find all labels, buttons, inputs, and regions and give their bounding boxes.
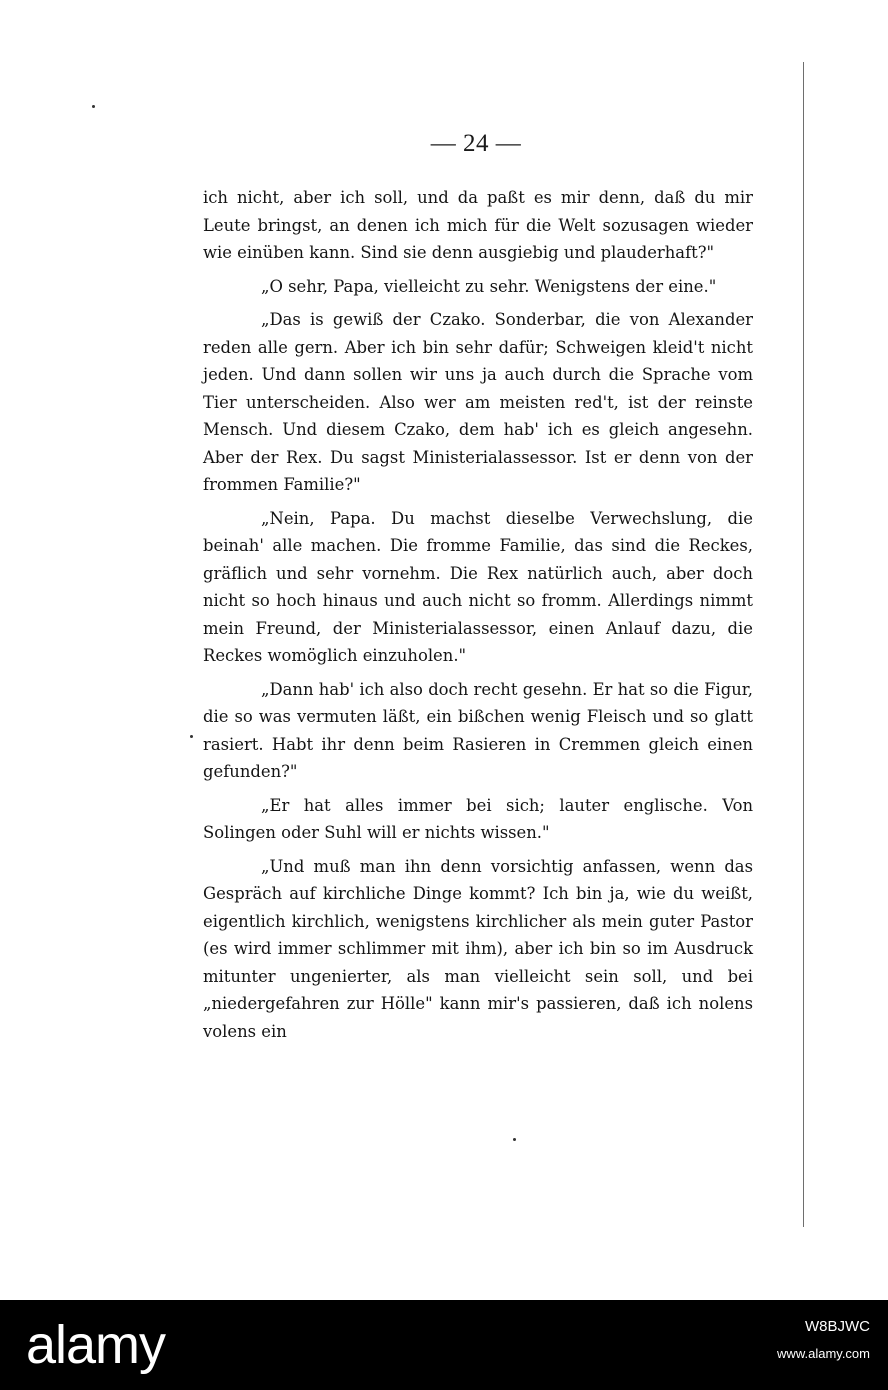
dust-speck — [513, 1138, 516, 1141]
watermark-url: www.alamy.com — [777, 1346, 870, 1361]
dust-speck — [92, 105, 95, 108]
alamy-logo: alamy — [26, 1315, 166, 1375]
paragraph: „Er hat alles immer bei sich; lauter englische. Von Solingen oder Suhl will er nichts wissen." — [203, 795, 753, 842]
paragraph: „O sehr, Papa, vielleicht zu sehr. Wenigstens der eine." — [261, 276, 717, 296]
paragraph: „Nein, Papa. Du machst dieselbe Verwechslung, die beinah' alle machen. Die fromme Familie, das sind die Reckes, gräflich und sehr vornehm. Die Rex natürlich auch, aber doch nicht so hoch hinaus und auch nicht so fromm. Allerdings nimmt mein Freund, der Ministerialassessor, einen Anlauf dazu, die Reckes womöglich einzuholen." — [203, 508, 753, 665]
dust-speck — [190, 735, 193, 738]
paragraph: „Dann hab' ich also doch recht gesehn. Er hat so die Figur, die so was vermuten läßt, ein bißchen wenig Fleisch und so glatt rasiert. Habt ihr denn beim Rasieren in Cremmen gleich einen gefunden?" — [203, 679, 753, 781]
paragraph: „Das is gewiß der Czako. Sonderbar, die von Alexander reden alle gern. Aber ich bin sehr dafür; Schweigen kleid't nicht jeden. Und dann sollen wir uns ja auch durch die Sprache vom Tier unterscheiden. Also wer am meisten red't, ist der reinste Mensch. Und diesem Czako, dem hab' ich es gleich angesehn. Aber der Rex. Du sagst Ministerialassessor. Ist er denn von der frommen Familie?" — [203, 310, 753, 494]
image-id: W8BJWC — [805, 1318, 870, 1335]
page-edge-line — [803, 62, 804, 1227]
paragraph: „Und muß man ihn denn vorsichtig anfassen, wenn das Gespräch auf kirchliche Dinge kommt? Ich bin ja, wie du weißt, eigentlich kirchlich, wenigstens kirchlicher als mein guter Pastor (es wird immer schlimmer mit ihm), aber ich bin so im Ausdruck mitunter ungenierter, als man vielleicht sein soll, und bei „niedergefahren zur Hölle" kann mir's passieren, daß ich nolens volens ein — [203, 856, 753, 1041]
paragraph: ich nicht, aber ich soll, und da paßt es mir denn, daß du mir Leute bringst, an denen ich mich für die Welt sozusagen wieder wie einüben kann. Sind sie denn ausgiebig und plauderhaft?" — [203, 188, 753, 262]
body-text — [203, 184, 753, 1045]
page-number: — 24 — — [430, 130, 522, 157]
